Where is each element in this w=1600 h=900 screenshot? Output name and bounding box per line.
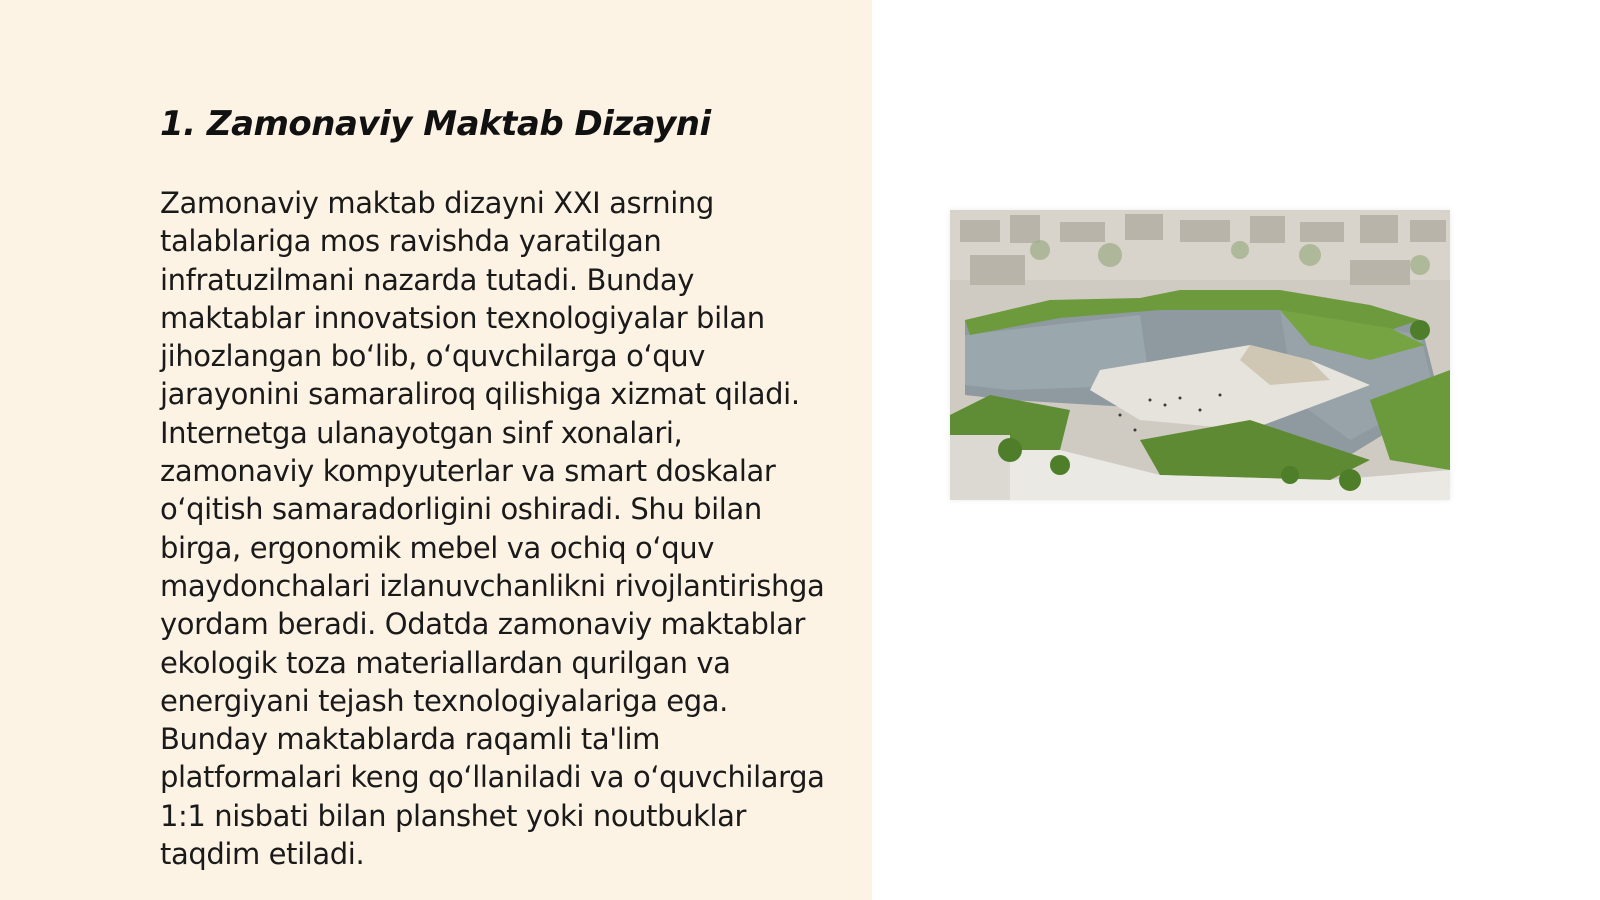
slide-title: 1. Zamonaviy Maktab Dizayni [160, 104, 711, 144]
slide-body-text: Zamonaviy maktab dizayni XXI asrning talablariga mos ravishda yaratilgan infratuzilmani nazarda tutadi. Bunday maktablar innovatsion texnologiyalar bilan jihozlangan bo‘lib, o‘quvchilarga o‘quv jarayonini samaraliroq qilishiga xizmat qiladi. Internetga ulanayotgan sinf xonalari, zamonaviy kompyuterlar va smart doskalar o‘qitish samaradorligini oshiradi. Shu bilan birga, ergonomik mebel va ochiq o‘quv maydonchalari izlanuvchanlikni rivojlantirishga yordam beradi. Odatda zamonaviy maktablar ekologik toza materiallardan qurilgan va energiyani tejash texnologiyalariga ega. Bunday maktablarda raqamli ta'lim platformalari keng qo‘llaniladi va o‘quvchilarga 1:1 nisbati bilan planshet yoki noutbuklar taqdim etiladi. [160, 186, 825, 872]
school-building-photo [950, 210, 1450, 500]
